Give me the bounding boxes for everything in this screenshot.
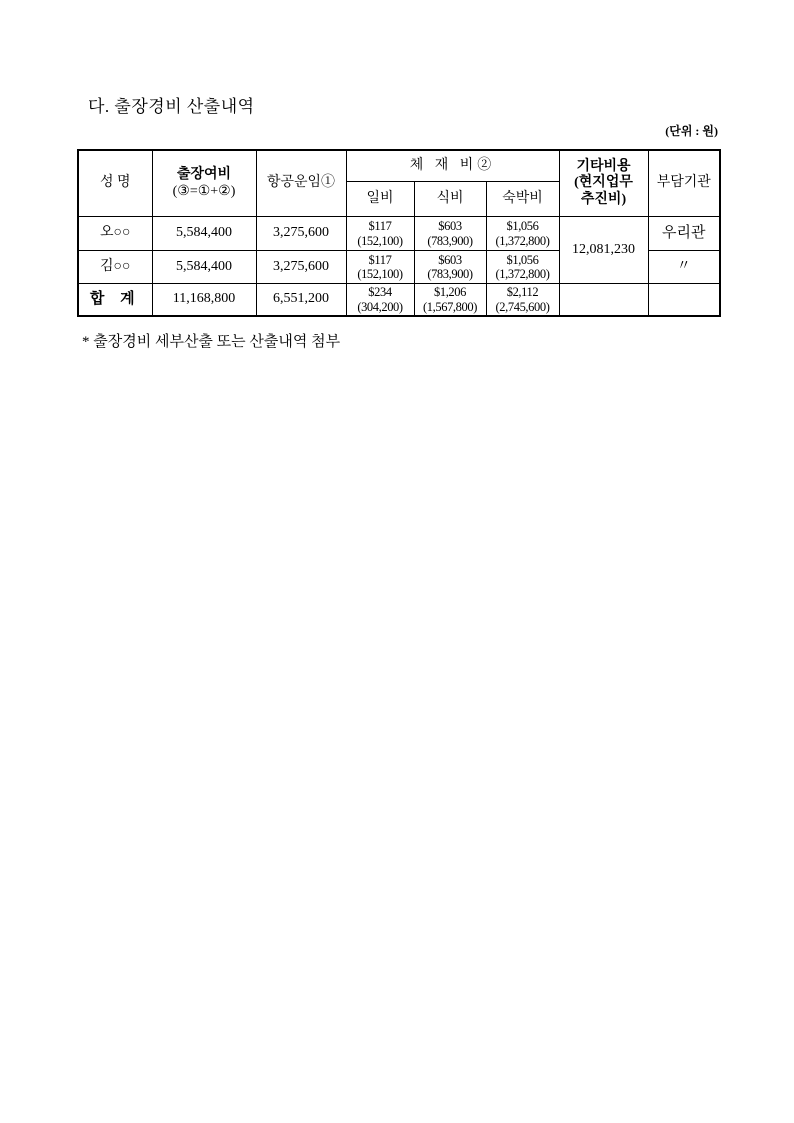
total-lodging-krw: (2,745,600) xyxy=(495,299,550,314)
cell-lodging xyxy=(486,251,559,284)
total-daily xyxy=(346,284,414,317)
total-daily-krw: (304,200) xyxy=(357,299,403,314)
cell-meal-krw: (783,900) xyxy=(427,267,473,281)
cell-daily-usd: $117 xyxy=(368,252,392,267)
total-meal xyxy=(414,284,486,317)
header-other-line1: 기타비용 xyxy=(576,159,631,175)
header-other-line2: (현지업무 xyxy=(574,175,633,191)
cell-lodging-krw: (1,372,800) xyxy=(495,233,550,248)
cell-lodging-usd: $1,056 xyxy=(506,219,539,234)
cell-daily xyxy=(346,251,414,284)
cell-lodging-krw: (1,372,800) xyxy=(495,267,550,281)
header-travel-expense-label: 출장여비 xyxy=(176,167,232,183)
cell-meal xyxy=(414,217,486,251)
total-travel: 11,168,800 xyxy=(152,284,256,317)
cell-meal xyxy=(414,251,486,284)
cell-daily xyxy=(346,217,414,251)
expense-table xyxy=(77,149,721,317)
total-lodging-usd: $2,112 xyxy=(506,285,539,300)
total-agency xyxy=(648,284,720,317)
header-lodging: 숙박비 xyxy=(486,182,559,217)
header-agency: 부담기관 xyxy=(648,150,720,217)
total-meal-usd: $1,206 xyxy=(434,285,466,300)
header-daily: 일비 xyxy=(346,182,414,217)
table-row xyxy=(78,217,720,251)
total-daily-usd: $234 xyxy=(368,285,392,300)
cell-agency: 우리관 xyxy=(648,217,720,251)
total-airfare: 6,551,200 xyxy=(256,284,346,317)
cell-name: 오○○ xyxy=(78,217,152,251)
cell-airfare: 3,275,600 xyxy=(256,217,346,251)
header-other-line3: 추진비) xyxy=(580,191,627,207)
cell-lodging xyxy=(486,217,559,251)
cell-travel: 5,584,400 xyxy=(152,217,256,251)
cell-lodging-usd: $1,056 xyxy=(506,252,539,267)
total-row xyxy=(78,284,720,317)
cell-airfare: 3,275,600 xyxy=(256,251,346,284)
header-travel-expense xyxy=(152,150,256,217)
footnote: * 출장경비 세부산출 또는 산출내역 첨부 xyxy=(82,334,341,350)
header-meal: 식비 xyxy=(414,182,486,217)
cell-name: 김○○ xyxy=(78,251,152,284)
header-travel-expense-formula: (③=①+②) xyxy=(172,183,236,199)
cell-travel: 5,584,400 xyxy=(152,251,256,284)
cell-other-cost: 12,081,230 xyxy=(559,217,648,284)
cell-daily-usd: $117 xyxy=(368,219,392,234)
total-lodging xyxy=(486,284,559,317)
cell-meal-usd: $603 xyxy=(438,252,462,267)
header-other-cost xyxy=(559,150,648,217)
header-name: 성 명 xyxy=(78,150,152,217)
total-other-cost xyxy=(559,284,648,317)
total-label: 합 계 xyxy=(78,284,152,317)
header-stay: 체 재 비② xyxy=(346,150,559,182)
cell-daily-krw: (152,100) xyxy=(357,267,403,281)
header-row xyxy=(78,150,720,182)
cell-daily-krw: (152,100) xyxy=(357,233,403,248)
unit-label: (단위 : 원) xyxy=(665,124,718,138)
cell-meal-usd: $603 xyxy=(438,219,462,234)
total-meal-krw: (1,567,800) xyxy=(423,299,477,314)
header-airfare: 항공운임① xyxy=(256,150,346,217)
cell-meal-krw: (783,900) xyxy=(427,233,473,248)
cell-agency: 〃 xyxy=(648,251,720,284)
section-title: 다. 출장경비 산출내역 xyxy=(88,97,255,116)
